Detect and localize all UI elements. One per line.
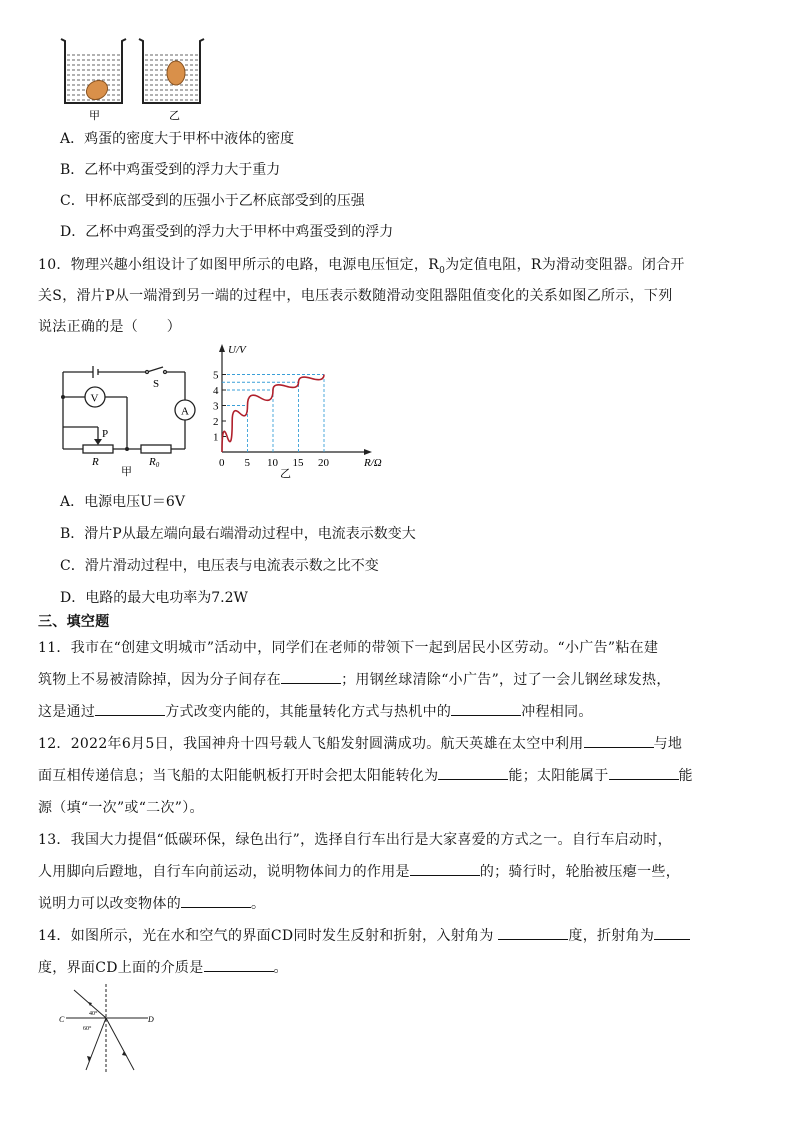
q13-line-3: 说明力可以改变物体的 。 [38, 893, 265, 913]
beaker-left [61, 39, 126, 103]
refraction-label-c: C [59, 1015, 65, 1024]
chart-x-tick-label: 0 [219, 457, 225, 469]
chart-x-tick-label: 10 [267, 457, 278, 469]
q12-blank-1[interactable] [584, 733, 654, 748]
switch-label: S [153, 378, 160, 390]
chart-y-tick-label: 5 [213, 369, 219, 382]
refraction-angle-top: 40° [89, 1011, 98, 1017]
voltmeter-label: V [90, 392, 99, 405]
q14-blank-1[interactable] [498, 925, 568, 940]
q10-option-c: C．滑片滑动过程中，电压表与电流表示数之比不变 [60, 558, 379, 574]
chart-y-tick-label: 4 [213, 385, 219, 397]
q11-blank-2[interactable] [95, 701, 165, 716]
q13-line-2: 人用脚向后蹬地，自行车向前运动，说明物体间力的作用是 的；骑行时，轮胎被压瘪一些， [38, 861, 680, 881]
refraction-angle-bottom: 60° [83, 1026, 92, 1032]
chart-y-tick-label: 3 [213, 400, 219, 413]
resistor-r0-label: R0 [149, 456, 160, 469]
q9-option-a: A．鸡蛋的密度大于甲杯中液体的密度 [60, 131, 295, 147]
beaker-right [139, 39, 204, 103]
chart-x-tick-label: 5 [244, 457, 250, 469]
resistor-r-label: R [92, 456, 99, 468]
q9-option-d: D．乙杯中鸡蛋受到的浮力大于甲杯中鸡蛋受到的浮力 [60, 224, 394, 240]
chart-y-tick-label: 2 [213, 416, 219, 428]
q14-blank-2[interactable] [654, 925, 690, 940]
ammeter-label: A [181, 405, 189, 418]
q9-option-b: B．乙杯中鸡蛋受到的浮力大于重力 [60, 162, 281, 178]
q11-blank-1[interactable] [281, 669, 341, 684]
q14-blank-3[interactable] [204, 957, 274, 972]
q10-line-3: 说法正确的是（ ） [38, 319, 181, 335]
q14-line-2: 度，界面CD上面的介质是 。 [38, 957, 288, 977]
section-title: 三、填空题 [38, 614, 110, 630]
q11-line-2: 筑物上不易被清除掉，因为分子间存在 ；用钢丝球清除“小广告”，过了一会儿钢丝球发热， [38, 669, 671, 689]
q13-blank-1[interactable] [410, 861, 480, 876]
beaker-left-label: 甲 [89, 109, 100, 122]
circuit-caption: 甲 [121, 465, 132, 477]
q14-line-1: 14．如图所示，光在水和空气的界面CD同时发生反射和折射，入射角为 度，折射角为 [38, 925, 690, 945]
q13-line-1: 13．我国大力提倡“低碳环保，绿色出行”，选择自行车出行是大家喜爱的方式之一。自行车启动时， [38, 832, 672, 848]
q12-blank-3[interactable] [609, 765, 679, 780]
q12-line-2: 面互相传递信息；当飞船的太阳能帆板打开时会把太阳能转化为 能；太阳能属于 能 [38, 765, 693, 785]
beaker-right-label: 乙 [169, 109, 180, 122]
chart-caption: 乙 [280, 467, 291, 480]
chart-y-axis-label: U/V [228, 344, 246, 356]
q12-blank-2[interactable] [438, 765, 508, 780]
q11-line-1: 11．我市在“创建文明城市”活动中，同学们在老师的带领下一起到居民小区劳动。“小广告”粘在建 [38, 640, 659, 656]
chart-x-tick-label: 20 [318, 457, 329, 469]
q10-option-b: B．滑片P从最左端向最右端滑动过程中，电流表示数变大 [60, 526, 416, 542]
q12-line-3: 源（填“一次”或“二次”）。 [38, 800, 204, 816]
beakers-figure [56, 35, 216, 123]
q10-option-d: D．电路的最大电功率为7.2W [60, 590, 248, 606]
slider-label: P [102, 428, 109, 440]
q13-blank-2[interactable] [181, 893, 251, 908]
chart-x-axis-label: R/Ω [364, 457, 382, 469]
chart-y-tick-label: 1 [213, 431, 219, 444]
q11-line-3: 这是通过 方式改变内能的，其能量转化方式与热机中的 冲程相同。 [38, 701, 593, 721]
q9-option-c: C．甲杯底部受到的压强小于乙杯底部受到的压强 [60, 193, 365, 209]
q10-option-a: A．电源电压U＝6V [60, 494, 185, 510]
refraction-figure [56, 978, 166, 1078]
circuit-diagram [55, 357, 215, 477]
refraction-label-d: D [148, 1015, 154, 1024]
voltage-resistance-chart [200, 340, 400, 482]
q10-line-2: 关S，滑片P从一端滑到另一端的过程中，电压表示数随滑动变阻器阻值变化的关系如图乙所示，下列 [38, 288, 673, 304]
chart-x-tick-label: 15 [292, 457, 304, 469]
q11-blank-3[interactable] [451, 701, 521, 716]
q12-line-1: 12．2022年6月5日，我国神舟十四号载人飞船发射圆满成功。航天英雄在太空中利用 与地 [38, 733, 682, 753]
q10-line-1: 10．物理兴趣小组设计了如图甲所示的电路，电源电压恒定，$R_0$为定值电阻，R为滑动变阻器。闭合开 [38, 257, 685, 276]
